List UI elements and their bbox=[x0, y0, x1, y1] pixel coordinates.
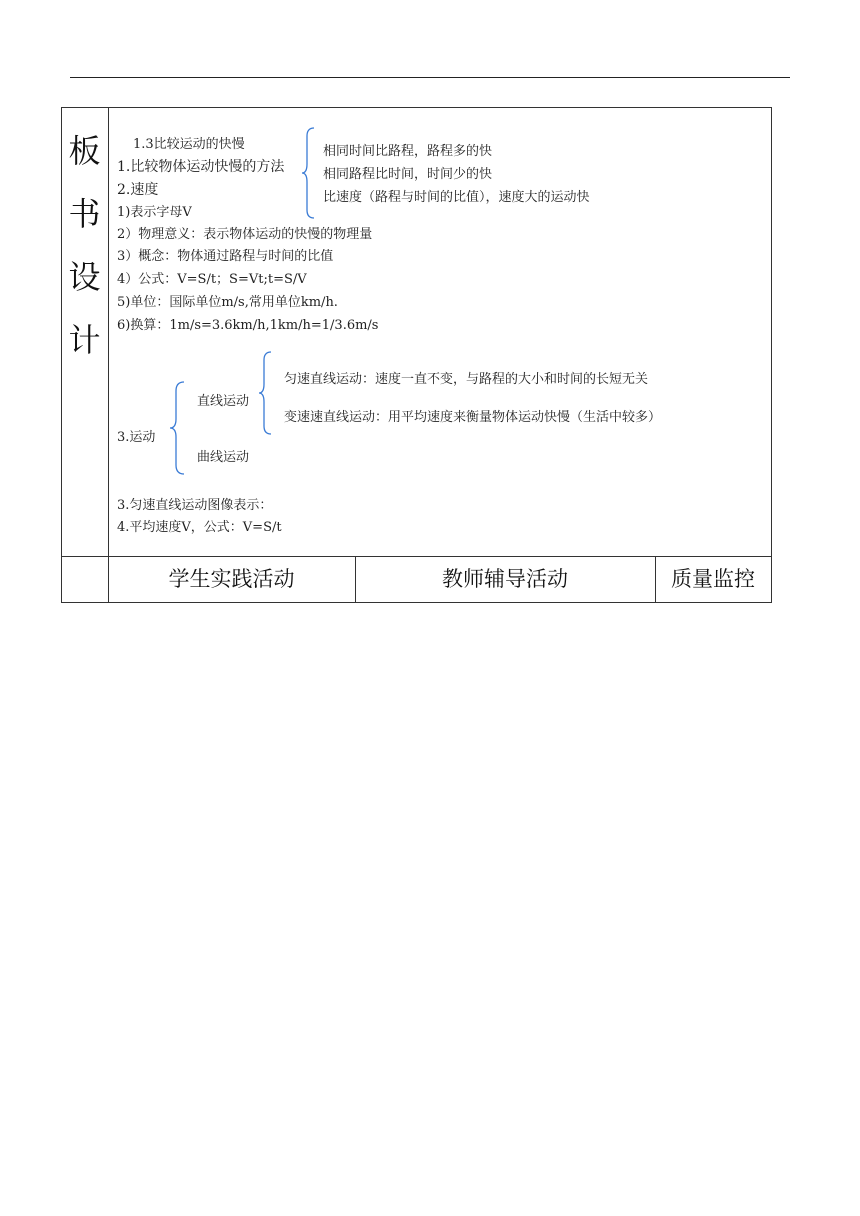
table-column-divider bbox=[108, 107, 109, 603]
side-title bbox=[61, 120, 108, 372]
uniform-linear-motion: 匀速直线运动：速度一直不变，与路程的大小和时间的长短无关 bbox=[284, 372, 649, 387]
method-same-time: 相同时间比路程，路程多的快 bbox=[323, 144, 493, 159]
speed-point: 3）概念：物体通过路程与时间的比值 bbox=[117, 249, 334, 264]
side-char: 板 bbox=[68, 132, 101, 170]
item-uniform-graph: 3.匀速直线运动图像表示： bbox=[117, 498, 273, 513]
variable-linear-motion: 变速速直线运动：用平均速度来衡量物体运动快慢（生活中较多） bbox=[284, 410, 662, 425]
side-char: 设 bbox=[68, 258, 101, 296]
footer-right-border bbox=[771, 556, 772, 603]
methods-brace-icon bbox=[300, 126, 316, 220]
speed-point: 2）物理意义：表示物体运动的快慢的物理量 bbox=[117, 227, 373, 242]
footer-quality-monitor: 质量监控 bbox=[671, 567, 755, 591]
linear-motion-brace-icon bbox=[257, 350, 273, 436]
speed-point: 6)换算：1m/s=3.6km/h,1km/h=1/3.6m/s bbox=[117, 318, 379, 333]
motion-brace-icon bbox=[168, 380, 186, 476]
item-motion: 3.运动 bbox=[117, 430, 156, 445]
item-average-speed: 4.平均速度V，公式：V=S/t bbox=[117, 520, 282, 535]
linear-motion: 直线运动 bbox=[197, 394, 250, 409]
speed-point: 1)表示字母V bbox=[117, 205, 192, 220]
side-char: 书 bbox=[68, 195, 101, 233]
curve-motion: 曲线运动 bbox=[197, 450, 250, 465]
board-heading: 1.3比较运动的快慢 bbox=[133, 137, 245, 152]
side-char: 计 bbox=[68, 321, 101, 359]
method-same-distance: 相同路程比时间，时间少的快 bbox=[323, 167, 493, 182]
item-compare-methods: 1.比较物体运动快慢的方法 bbox=[117, 159, 285, 175]
method-compare-speed: 比速度（路程与时间的比值），速度大的运动快 bbox=[323, 190, 590, 205]
speed-point: 5)单位：国际单位m/s,常用单位km/h. bbox=[117, 295, 338, 310]
footer-student-activity: 学生实践活动 bbox=[168, 567, 295, 591]
top-rule bbox=[70, 77, 790, 78]
item-speed: 2.速度 bbox=[117, 182, 159, 198]
speed-point: 4）公式：V=S/t；S=Vt;t=S/V bbox=[117, 272, 307, 287]
footer-teacher-activity: 教师辅导活动 bbox=[442, 567, 568, 591]
